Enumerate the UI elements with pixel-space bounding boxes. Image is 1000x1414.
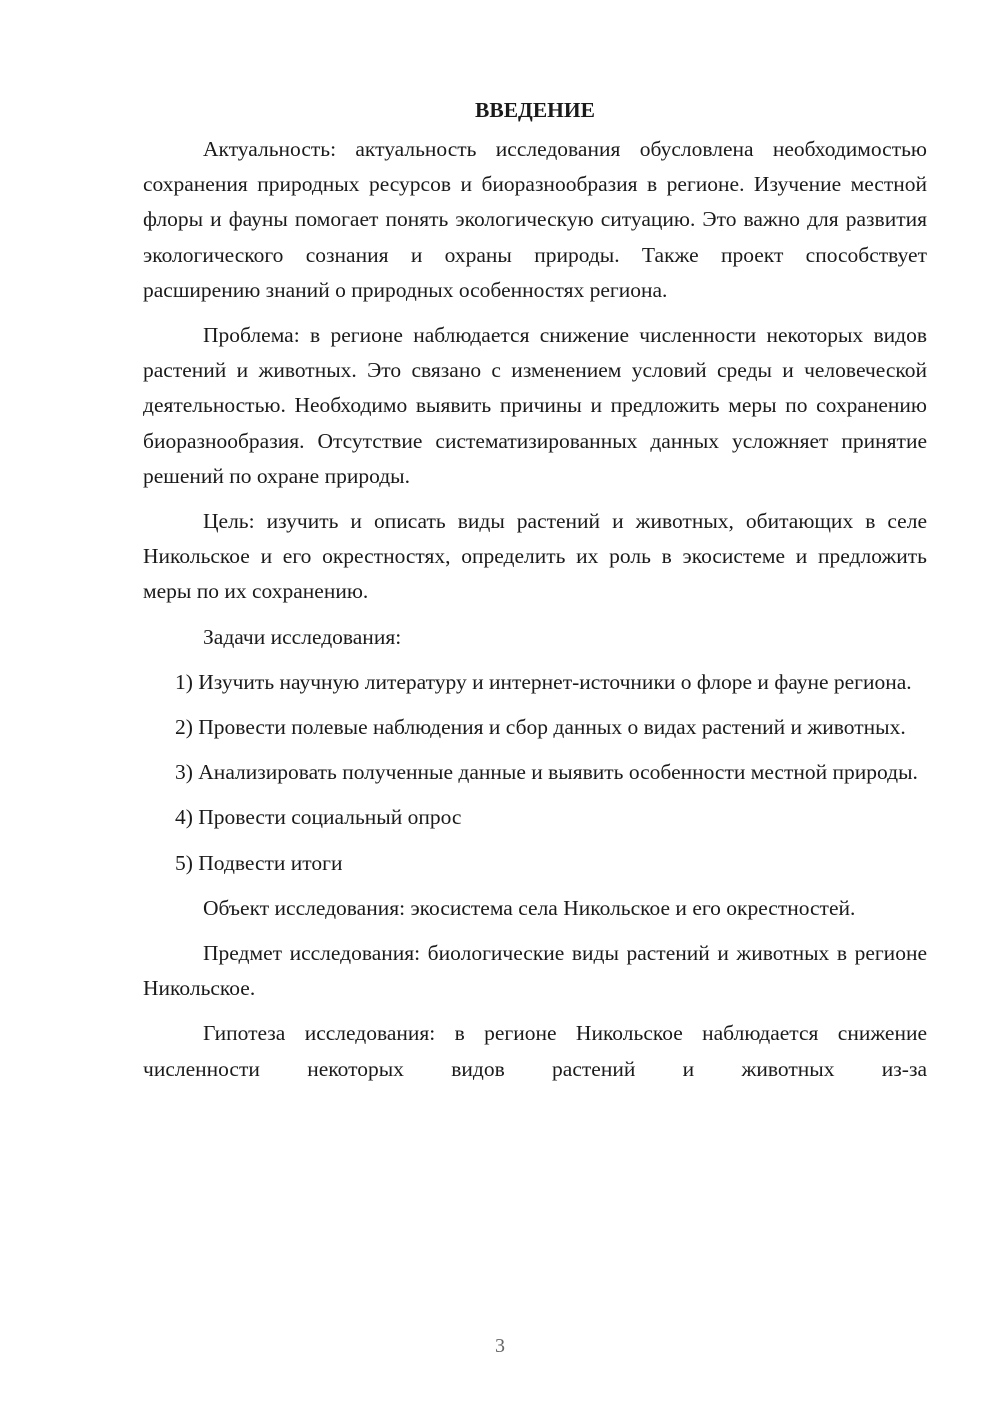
task-item: 5) Подвести итоги <box>175 850 343 875</box>
task-item: 2) Провести полевые наблюдения и сбор данных о видах растений и животных. <box>175 715 906 740</box>
relevance-paragraph: Актуальность: актуальность исследования обусловлена необходимостью сохранения природных ресурсов и биоразнообразия в регионе. Изучение местной флоры и фауны помогает понять экологическую ситуацию. Это важно для развития экологического сознания и охраны природы. Также проект способствует расширению знаний о природных особенностях региона. <box>143 137 927 302</box>
document-page <box>143 92 927 1087</box>
section-heading: ВВЕДЕНИЕ <box>475 98 595 122</box>
problem-paragraph: Проблема: в регионе наблюдается снижение численности некоторых видов растений и животных. Это связано с изменением условий среды и человеческой деятельностью. Необходимо выявить причины и предложить меры по сохранению биоразнообразия. Отсутствие систематизированных данных усложняет принятие решений по охране природы. <box>143 323 927 488</box>
tasks-title: Задачи исследования: <box>203 624 402 649</box>
hypothesis-paragraph: Гипотеза исследования: в регионе Никольское наблюдается снижение численности некоторых видов растений и животных из-за <box>143 1021 927 1081</box>
goal-paragraph: Цель: изучить и описать виды растений и животных, обитающих в селе Никольское и его окрестностях, определить их роль в экосистеме и предложить меры по их сохранению. <box>143 509 927 604</box>
task-item: 3) Анализировать полученные данные и выявить особенности местной природы. <box>175 760 918 785</box>
task-item: 1) Изучить научную литературу и интернет-источники о флоре и фауне региона. <box>175 669 912 694</box>
object-paragraph: Объект исследования: экосистема села Никольское и его окрестностей. <box>203 895 856 920</box>
task-item: 4) Провести социальный опрос <box>175 805 462 830</box>
page-number: 3 <box>495 1335 505 1357</box>
subject-paragraph: Предмет исследования: биологические виды растений и животных в регионе Никольское. <box>143 941 927 1001</box>
